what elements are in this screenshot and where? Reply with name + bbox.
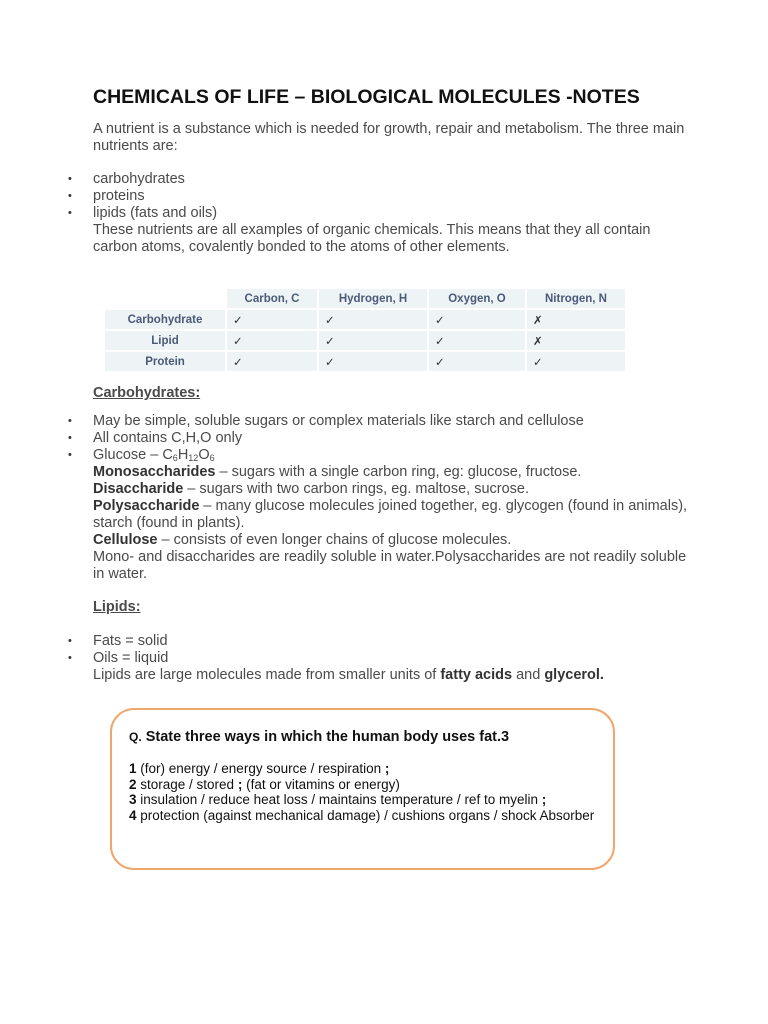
definition-cellulose [93, 532, 693, 549]
answer-text: (fat or vitamins or energy) [242, 776, 400, 792]
definition-mono [93, 464, 693, 481]
answer-item [129, 808, 599, 824]
table-header: Oxygen, O [429, 289, 525, 308]
definition-text: – many glucose molecules joined together, eg. glycogen (found in animals), starch (found in plants). [93, 498, 688, 531]
lipid-list [0, 633, 168, 667]
definition-text: – sugars with two carbon rings, eg. maltose, sucrose. [183, 481, 530, 497]
definition-text: – sugars with a single carbon ring, eg: glucose, fructose. [215, 464, 582, 480]
question-title [129, 729, 509, 745]
table-corner [105, 289, 225, 308]
table-header-row [105, 289, 625, 308]
term-fatty-acids: fatty acids [440, 667, 513, 683]
list-item: • Fats = solid [0, 633, 168, 650]
page-title: CHEMICALS OF LIFE – BIOLOGICAL MOLECULES -NOTES [93, 86, 640, 108]
table-cell: ✓ [227, 352, 317, 371]
subscript: 12 [188, 453, 199, 463]
carbohydrates-heading [93, 385, 200, 402]
answer-number: 2 [129, 776, 137, 792]
table-cell: ✓ [429, 352, 525, 371]
desc-text: Lipids are large molecules made from smaller units of [93, 667, 441, 683]
formula-element: O [198, 447, 210, 463]
answer-separator: ; [541, 792, 547, 807]
formula-element: H [177, 447, 189, 463]
table-header: Hydrogen, H [319, 289, 427, 308]
list-item: • carbohydrates [0, 171, 217, 188]
term: Monosaccharides [93, 464, 216, 480]
term: Cellulose [93, 532, 158, 548]
glucose-formula: Glucose – C [93, 447, 173, 463]
answer-separator: ; [384, 761, 390, 776]
list-item: • All contains C,H,O only [0, 430, 584, 447]
term-glycerol: glycerol. [544, 667, 604, 683]
definition-poly [93, 498, 693, 532]
table-row [105, 310, 625, 329]
answer-list [129, 761, 599, 823]
list-item: • proteins [0, 188, 217, 205]
answer-text: (for) energy / energy source / respiration [136, 761, 385, 776]
answer-text: storage / stored [136, 776, 238, 792]
desc-text: and [512, 667, 545, 683]
table-cell: ✓ [319, 310, 427, 329]
row-label: Lipid [105, 331, 225, 350]
table-cell: ✗ [527, 331, 625, 350]
carbohydrates-heading-text: Carbohydrates [93, 385, 196, 401]
table-cell: ✓ [429, 331, 525, 350]
question-text: State three ways in which the human body uses fat.3 [141, 729, 510, 745]
table-header: Nitrogen, N [527, 289, 625, 308]
answer-item [129, 761, 599, 777]
nutrient-list [0, 171, 217, 222]
answer-separator: ; [237, 776, 243, 792]
table-cell: ✓ [527, 352, 625, 371]
list-item: • May be simple, soluble sugars or complex materials like starch and cellulose [0, 413, 584, 430]
lipids-heading: Lipids: [93, 599, 141, 615]
term: Disaccharide [93, 481, 184, 497]
list-item: • Oils = liquid [0, 650, 168, 667]
question-prefix: Q. [129, 730, 142, 744]
element-table [103, 287, 627, 373]
table-cell: ✓ [319, 352, 427, 371]
answer-text: protection (against mechanical damage) / cushions organs / shock Absorber [136, 807, 595, 823]
heading-colon: : [195, 385, 201, 401]
lipid-desc-line [93, 667, 693, 684]
term: Polysaccharide [93, 498, 200, 514]
table-cell: ✓ [227, 331, 317, 350]
table-header: Carbon, C [227, 289, 317, 308]
answer-number: 3 [129, 792, 137, 807]
table-cell: ✓ [227, 310, 317, 329]
carbohydrate-definitions [93, 464, 693, 583]
definition-text: – consists of even longer chains of glucose molecules. [157, 532, 512, 548]
carbohydrate-list [0, 413, 584, 467]
answer-item [129, 777, 599, 793]
organic-note: These nutrients are all examples of organic chemicals. This means that they all contain carbon atoms, covalently bonded to the atoms of other elements. [93, 222, 651, 255]
answer-text: insulation / reduce heat loss / maintains temperature / ref to myelin [136, 792, 542, 807]
table-cell: ✗ [527, 310, 625, 329]
answer-item [129, 792, 599, 808]
list-item: • lipids (fats and oils) [0, 205, 217, 222]
answer-number: 1 [129, 761, 137, 776]
table-cell: ✓ [429, 310, 525, 329]
row-label: Carbohydrate [105, 310, 225, 329]
table-row [105, 352, 625, 371]
lipid-description [93, 667, 693, 684]
row-label: Protein [105, 352, 225, 371]
solubility-note: Mono- and disaccharides are readily soluble in water.Polysaccharides are not readily soluble in water. [93, 549, 687, 582]
answer-number: 4 [129, 807, 137, 823]
table-row [105, 331, 625, 350]
subscript: 6 [172, 453, 178, 463]
table-cell: ✓ [319, 331, 427, 350]
definition-di [93, 481, 693, 498]
subscript: 6 [209, 453, 215, 463]
intro-paragraph: A nutrient is a substance which is needed for growth, repair and metabolism. The three main nutrients are: [93, 121, 685, 154]
